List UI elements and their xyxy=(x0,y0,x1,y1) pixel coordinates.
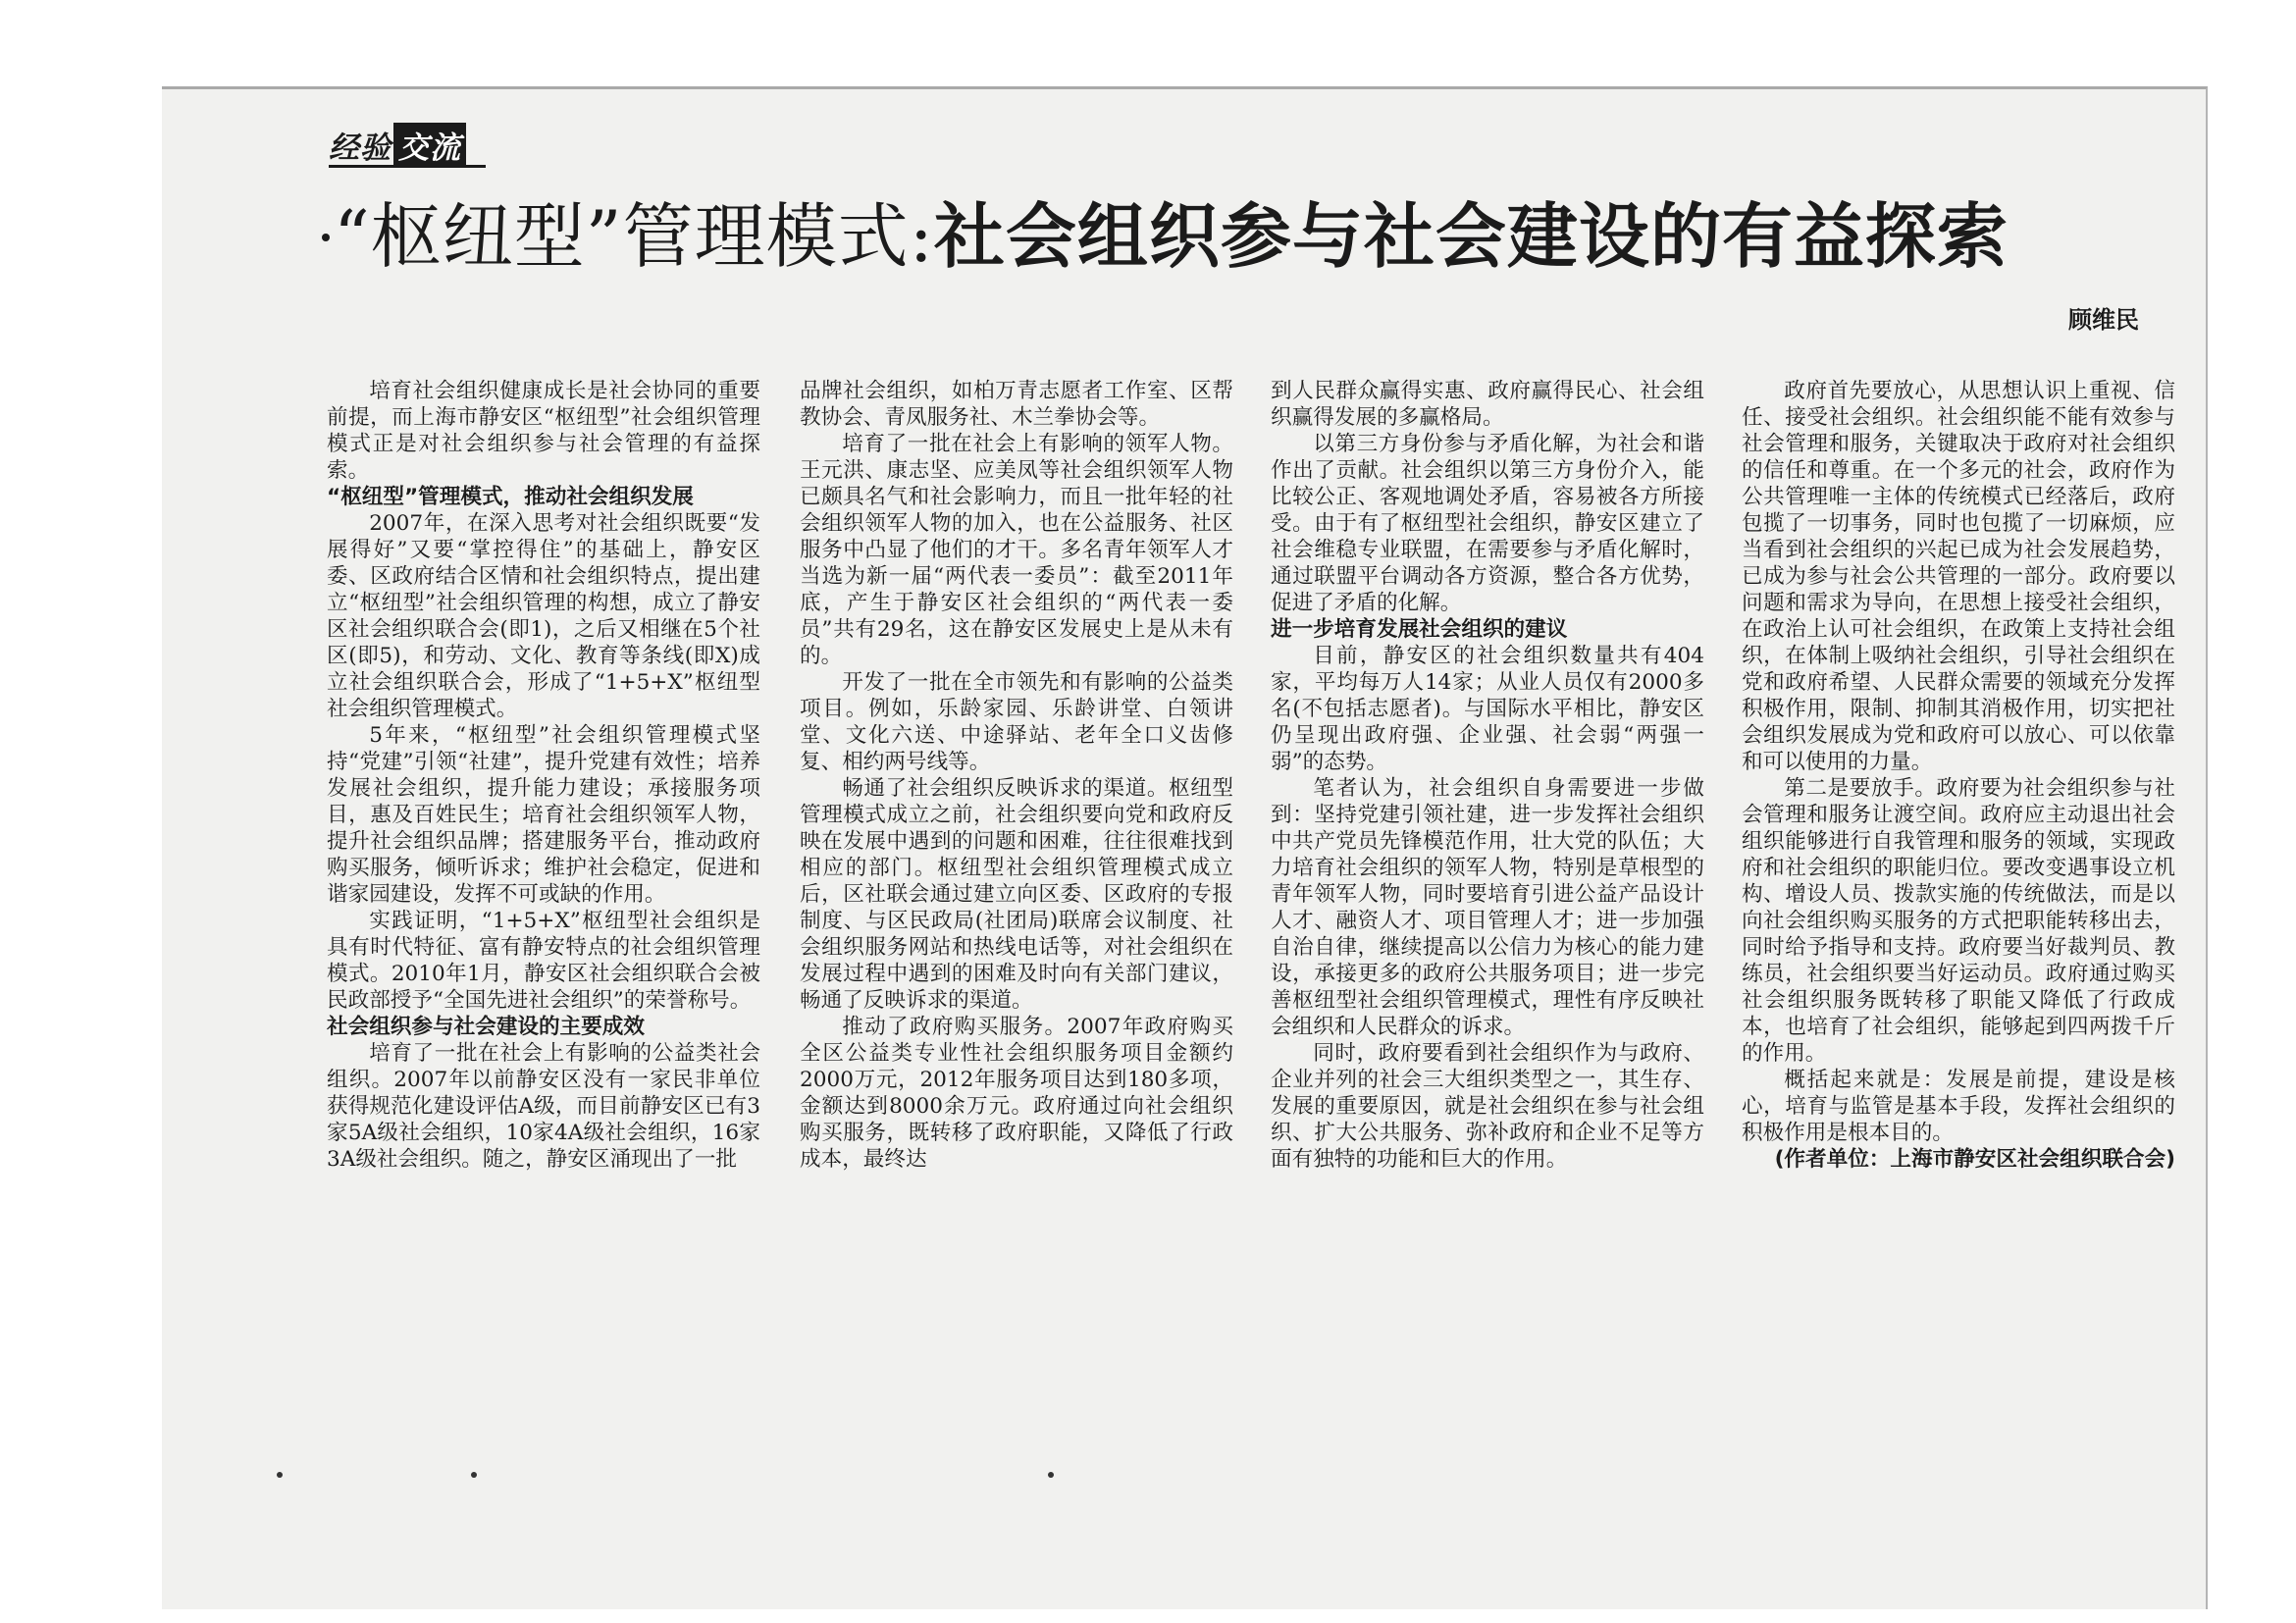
paragraph: 开发了一批在全市领先和有影响的公益类项目。例如，乐龄家园、乐龄讲堂、白领讲堂、文化六送、中途驿站、老年全口义齿修复、相约两号线等。 xyxy=(800,670,1233,774)
paragraph: 5年来，“枢纽型”社会组织管理模式坚持“党建”引领“社建”，提升党建有效性；培养发展社会组织，提升能力建设；承接服务项目，惠及百姓民生；培育社会组织领军人物，提升社会组织品牌；搭建服务平台，推动政府购买服务，倾听诉求；维护社会稳定，促进和谐家园建设，发挥不可或缺的作用。 xyxy=(327,723,760,907)
paragraph: 培育了一批在社会上有影响的领军人物。王元洪、康志坚、应美凤等社会组织领军人物已颇具名气和社会影响力，而且一批年轻的社会组织领军人物的加入，也在公益服务、社区服务中凸显了他们的才干。多名青年领军人才当选为新一届“两代表一委员”：截至2011年底，产生于静安区社会组织的“两代表一委员”共有29名，这在静安区发展史上是从未有的。 xyxy=(800,432,1233,668)
author-byline: 顾维民 xyxy=(2068,306,2139,334)
paragraph: 政府首先要放心，从思想认识上重视、信任、接受社会组织。社会组织能不能有效参与社会管理和服务，关键取决于政府对社会组织的信任和尊重。在一个多元的社会，政府作为公共管理唯一主体的传统模式已经落后，政府包揽了一切事务，同时也包揽了一切麻烦，应当看到社会组织的兴起已成为社会发展趋势，已成为参与社会公共管理的一部分。政府要以问题和需求为导向，在思想上接受社会组织，在政治上认可社会组织，在政策上支持社会组织，在体制上吸纳社会组织，引导社会组织在党和政府希望、人民群众需要的领域充分发挥积极作用，限制、抑制其消极作用，切实把社会组织发展成为党和政府可以放心、可以依靠和可以使用的力量。 xyxy=(1742,379,2175,774)
headline-part1: “枢纽型”管理模式: xyxy=(334,195,934,278)
paragraph: 培育了一批在社会上有影响的公益类社会组织。2007年以前静安区没有一家民非单位获得规范化建设评估A级，而目前静安区已有3家5A级社会组织，10家4A级社会组织，16家3A级社会组织。随之，静安区涌现出了一批 xyxy=(327,1041,760,1172)
paragraph: 目前，静安区的社会组织数量共有404家，平均每万人14家；从业人员仅有2000多名(不包括志愿者)。与国际水平相比，静安区仍呈现出政府强、企业强、社会弱“两强一弱”的态势。 xyxy=(1271,644,1704,774)
paragraph: 笔者认为，社会组织自身需要进一步做到：坚持党建引领社建，进一步发挥社会组织中共产党员先锋模范作用，壮大党的队伍；大力培育社会组织的领军人物，特别是草根型的青年领军人物，同时要培育引进公益产品设计人才、融资人才、项目管理人才；进一步加强自治自律，继续提高以公信力为核心的能力建设，承接更多的政府公共服务项目；进一步完善枢纽型社会组织管理模式，理性有序反映社会组织和人民群众的诉求。 xyxy=(1271,776,1704,1039)
article-column-4 xyxy=(1742,378,2175,1173)
paragraph: 同时，政府要看到社会组织作为与政府、企业并列的社会三大组织类型之一，其生存、发展的重要原因，就是社会组织在参与社会组织、扩大公共服务、弥补政府和企业不足等方面有独特的功能和巨大的作用。 xyxy=(1271,1041,1704,1172)
section-tag-part2: 交流 xyxy=(393,123,466,167)
article-column-2 xyxy=(800,378,1233,1173)
author-affiliation-note: (作者单位：上海市静安区社会组织联合会) xyxy=(1774,1147,2175,1172)
paragraph: 第二是要放手。政府要为社会组织参与社会管理和服务让渡空间。政府应主动退出社会组织能够进行自我管理和服务的领域，实现政府和社会组织的职能归位。要改变遇事设立机构、增设人员、拨款实施的传统做法，而是以向社会组织购买服务的方式把职能转移出去，同时给予指导和支持。政府要当好裁判员、教练员，社会组织要当好运动员。政府通过购买社会组织服务既转移了职能又降低了行政成本，也培育了社会组织，能够起到四两拨千斤的作用。 xyxy=(1742,776,2175,1066)
article-column-3 xyxy=(1271,378,1704,1173)
article-column-1 xyxy=(327,378,760,1173)
paragraph: 概括起来就是：发展是前提，建设是核心，培育与监管是基本手段，发挥社会组织的积极作用是根本目的。 xyxy=(1742,1068,2175,1145)
paragraph: 到人民群众赢得实惠、政府赢得民心、社会组织赢得发展的多赢格局。 xyxy=(1271,379,1704,430)
headline-bullet-icon xyxy=(322,234,330,241)
section-tag-part1: 经验 xyxy=(329,130,391,166)
subheading: “枢纽型”管理模式，推动社会组织发展 xyxy=(327,485,694,509)
paragraph: 以第三方身份参与矛盾化解，为社会和谐作出了贡献。社会组织以第三方身份介入，能比较公正、客观地调处矛盾，容易被各方所接受。由于有了枢纽型社会组织，静安区建立了社会维稳专业联盟，在需要参与矛盾化解时，通过联盟平台调动各方资源，整合各方优势，促进了矛盾的化解。 xyxy=(1271,432,1704,615)
scan-speck xyxy=(1048,1472,1054,1478)
scan-speck xyxy=(471,1472,477,1478)
subheading: 进一步培育发展社会组织的建议 xyxy=(1271,617,1568,642)
paragraph: 培育社会组织健康成长是社会协同的重要前提，而上海市静安区“枢纽型”社会组织管理模式正是对社会组织参与社会管理的有益探索。 xyxy=(327,379,760,483)
paragraph: 2007年，在深入思考对社会组织既要“发展得好”又要“掌控得住”的基础上，静安区委、区政府结合区情和社会组织特点，提出建立“枢纽型”社会组织管理的构想，成立了静安区社会组织联合会(即1)，之后又相继在5个社区(即5)，和劳动、文化、教育等条线(即X)成立社会组织联合会，形成了“1+5+X”枢纽型社会组织管理模式。 xyxy=(327,511,760,721)
headline-part2: 社会组织参与社会建设的有益探索 xyxy=(933,195,2009,278)
article-headline xyxy=(334,192,2198,281)
paragraph: 推动了政府购买服务。2007年政府购买全区公益类专业性社会组织服务项目金额约2000万元，2012年服务项目达到180多项，金额达到8000余万元。政府通过向社会组织购买服务，既转移了政府职能，又降低了行政成本，最终达 xyxy=(800,1015,1233,1172)
section-tag-underline xyxy=(329,165,486,168)
paragraph: 实践证明，“1+5+X”枢纽型社会组织是具有时代特征、富有静安特点的社会组织管理模式。2010年1月，静安区社会组织联合会被民政部授予“全国先进社会组织”的荣誉称号。 xyxy=(327,909,760,1013)
paragraph: 畅通了社会组织反映诉求的渠道。枢纽型管理模式成立之前，社会组织要向党和政府反映在发展中遇到的问题和困难，往往很难找到相应的部门。枢纽型社会组织管理模式成立后，区社联会通过建立向区委、区政府的专报制度、与区民政局(社团局)联席会议制度、社会组织服务网站和热线电话等，对社会组织在发展过程中遇到的困难及时向有关部门建议，畅通了反映诉求的渠道。 xyxy=(800,776,1233,1013)
scan-speck xyxy=(277,1472,283,1478)
subheading: 社会组织参与社会建设的主要成效 xyxy=(327,1015,645,1039)
paragraph: 品牌社会组织，如柏万青志愿者工作室、区帮教协会、青凤服务社、木兰拳协会等。 xyxy=(800,379,1233,430)
section-tag xyxy=(329,124,466,165)
